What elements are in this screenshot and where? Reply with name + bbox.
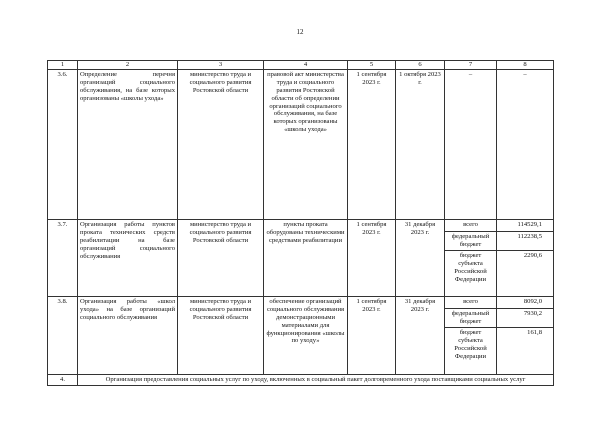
column-number-row <box>48 61 554 70</box>
header-cell: 2 <box>78 61 178 70</box>
activity-name: Организация работы «школ ухода» на базе организаций социального обслуживания <box>78 296 178 374</box>
funding-amount <box>497 219 554 296</box>
funding-amount <box>497 296 554 374</box>
end-date: 31 декабря 2023 г. <box>396 219 445 296</box>
funding-source: – <box>445 69 497 219</box>
amount-total: 8092,0 <box>497 297 553 309</box>
table-row <box>48 296 554 374</box>
amount-federal: 112238,5 <box>497 232 553 251</box>
row-number: 3.6. <box>48 69 78 219</box>
amount-regional: 2290,6 <box>523 251 542 259</box>
expected-result: правовой акт министерства труда и социального развития Ростовской области об определении организаций социального обслуживания, на базе которых организованы «школы ухода» <box>264 69 348 219</box>
section-row <box>48 374 554 385</box>
start-date: 1 сентября 2023 г. <box>348 69 396 219</box>
funding-source <box>445 296 497 374</box>
header-cell: 7 <box>445 61 497 70</box>
executor: министерство труда и социального развития Ростовской области <box>178 69 264 219</box>
header-cell: 6 <box>396 61 445 70</box>
expected-result: пункты проката оборудованы техническими средствами реабилитации <box>264 219 348 296</box>
executor: министерство труда и социального развития Ростовской области <box>178 219 264 296</box>
start-date: 1 сентября 2023 г. <box>348 219 396 296</box>
end-date: 1 октября 2023 г. <box>396 69 445 219</box>
section-title: Организация предоставления социальных услуг по уходу, включенных в социальный пакет долговременного ухода поставщиками социальных услуг <box>78 374 554 385</box>
executor: министерство труда и социального развития Ростовской области <box>178 296 264 374</box>
amount-regional: 161,8 <box>527 328 542 336</box>
source-regional: бюджет субъекта Российской Федерации <box>454 251 487 283</box>
header-cell: 5 <box>348 61 396 70</box>
source-total: всего <box>445 297 496 309</box>
header-cell: 8 <box>497 61 554 70</box>
expected-result: обеспечение организаций социального обслуживания демонстрационными материалами для функционирования «школы по уходу» <box>264 296 348 374</box>
funding-source <box>445 219 497 296</box>
end-date: 31 декабря 2023 г. <box>396 296 445 374</box>
header-cell: 1 <box>48 61 78 70</box>
row-number: 3.7. <box>48 219 78 296</box>
header-cell: 3 <box>178 61 264 70</box>
activity-name: Определение перечня организаций социального обслуживания, на базе которых организованы «школы ухода» <box>78 69 178 219</box>
plan-table <box>47 60 554 386</box>
table-row <box>48 69 554 219</box>
source-federal: федеральный бюджет <box>445 232 496 251</box>
source-total: всего <box>445 220 496 232</box>
funding-amount: – <box>497 69 554 219</box>
source-regional: бюджет субъекта Российской Федерации <box>454 328 487 360</box>
section-number: 4. <box>48 374 78 385</box>
source-federal: федеральный бюджет <box>445 309 496 328</box>
page-number: 12 <box>296 28 304 36</box>
start-date: 1 сентября 2023 г. <box>348 296 396 374</box>
amount-total: 114529,1 <box>497 220 553 232</box>
activity-name: Организация работы пунктов проката технических средств реабилитации на базе организаций социального обслуживания <box>78 219 178 296</box>
table-row <box>48 219 554 296</box>
row-number: 3.8. <box>48 296 78 374</box>
header-cell: 4 <box>264 61 348 70</box>
amount-federal: 7930,2 <box>497 309 553 328</box>
